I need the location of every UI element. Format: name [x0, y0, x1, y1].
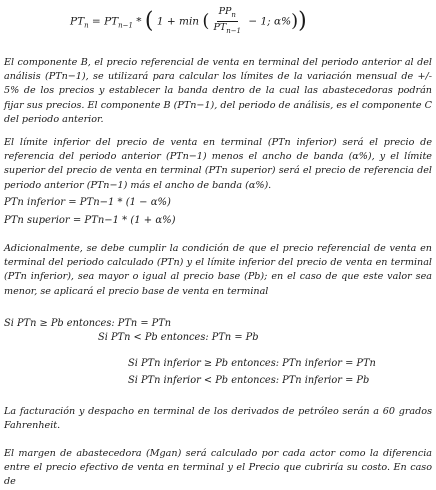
big-paren-close: ) — [298, 8, 307, 34]
condition-4: Si PTn inferior < Pb entonces: PTn inferior = Pb — [128, 375, 370, 386]
condition-1: Si PTn ≥ Pb entonces: PTn = PTn — [4, 318, 172, 329]
equation-limite-superior: PTn superior = PTn−1 * (1 + α%) — [4, 215, 176, 226]
big-paren-open: ( — [144, 8, 154, 34]
condition-2: Si PTn < Pb entonces: PTn = Pb — [98, 332, 259, 343]
paragraph-margen: El margen de abastecedora (Mgan) será calculado por cada actor como la diferencia entre el precio efectivo de venta en terminal y el Precio que cubriría su costo. En caso de — [4, 448, 432, 488]
formula-lhs: PT — [70, 15, 85, 28]
paragraph-componente-b: El componente B, el precio referencial de venta en terminal del periodo anterior al del análisis (PTn−1), se utilizará para calcular los límites de la variación mensual de +/- 5% de los precios y establecer la banda dentro de la cual las abastecedoras podrán fijar sus precios. El componente B (PTn−1), del periodo de análisis, es el componente C del periodo anterior. — [4, 57, 432, 125]
equation-limite-inferior: PTn inferior = PTn−1 * (1 − α%) — [4, 197, 171, 208]
paragraph-adicionalmente: Adicionalmente, se debe cumplir la condición de que el precio referencial de venta en terminal del periodo calculado (PTn) y el límite inferior del precio de venta en terminal (PTn inferior), sea mayor o igual al precio base (Pb); en el caso de que este valor sea menor, se aplicará el precio base de venta en terminal — [4, 243, 432, 297]
paragraph-facturacion: La facturación y despacho en terminal de los derivados de petróleo serán a 60 grados Fahrenheit. — [4, 406, 432, 432]
formula-fraction: $\frac{PP_n}{PT_{n-1}}$ — [213, 6, 242, 35]
condition-3: Si PTn inferior ≥ Pb entonces: PTn inferior = PTn — [128, 358, 376, 369]
formula-min: 1 + min — [156, 15, 200, 28]
formula-pt-n: $PT_n = PT_{n-1}$ * ( 1 + min ( $\frac{PP_n}{PT_{n-1}}$ − 1; α%)) — [70, 6, 307, 35]
paragraph-limites: El límite inferior del precio de venta en terminal (PTn inferior) será el precio de referencia del periodo anterior (PTn−1) menos el ancho de banda (α%), y el límite superior del precio de venta en terminal (PTn superior) será el precio de referencia del periodo anterior (PTn−1) más el ancho de banda (α%). — [4, 137, 432, 191]
